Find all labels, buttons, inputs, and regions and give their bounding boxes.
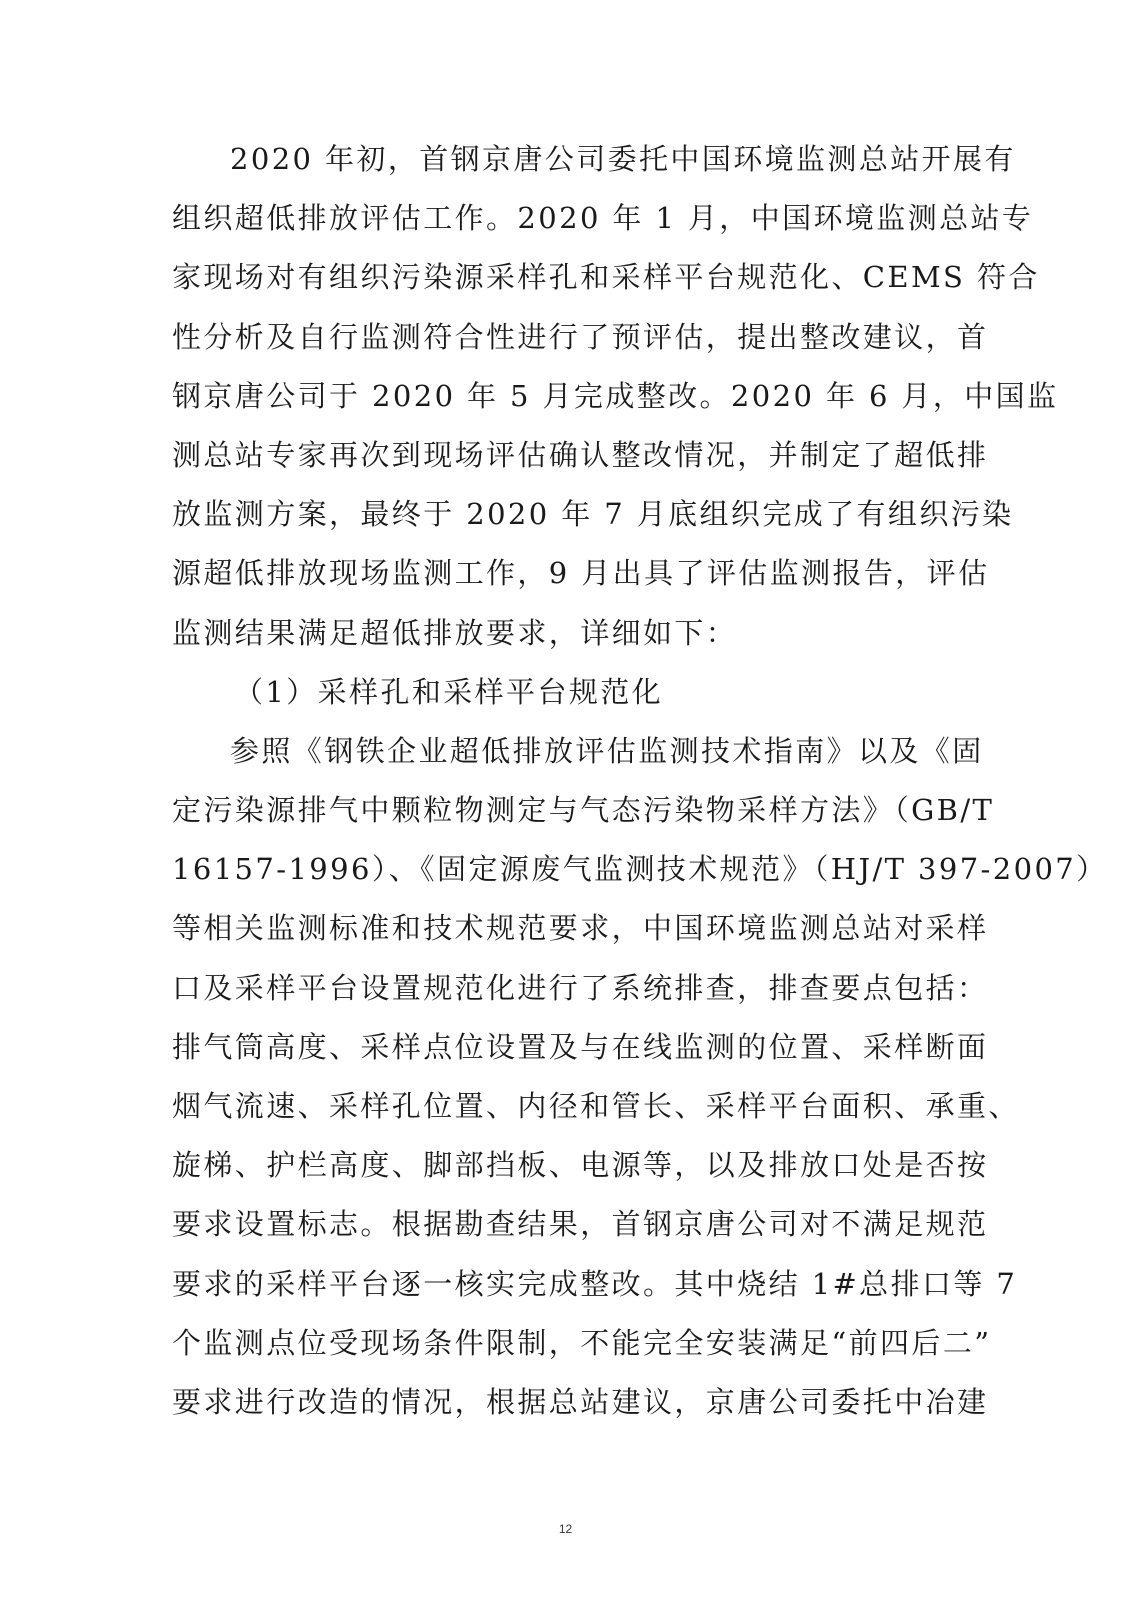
paragraph-2-line-10: 要求的采样平台逐一核实完成整改。其中烧结 1#总排口等 7 bbox=[172, 1266, 1018, 1301]
paragraph-1-line-7: 放监测方案，最终于 2020 年 7 月底组织完成了有组织污染 bbox=[172, 497, 1014, 532]
paragraph-1-line-8: 源超低排放现场监测工作，9 月出具了评估监测报告，评估 bbox=[172, 556, 990, 591]
paragraph-2-line-12: 要求进行改造的情况，根据总站建议，京唐公司委托中冶建 bbox=[172, 1384, 989, 1419]
page-number: 12 bbox=[558, 1522, 573, 1536]
document-body bbox=[172, 130, 1108, 1432]
paragraph-1-line-5: 钢京唐公司于 2020 年 5 月完成整改。2020 年 6 月，中国监 bbox=[172, 378, 1059, 413]
paragraph-2-line-9: 要求设置标志。根据勘查结果，首钢京唐公司对不满足规范 bbox=[172, 1207, 989, 1242]
paragraph-2-line-3: 16157-1996）、《固定源废气监测技术规范》（HJ/T 397-2007） bbox=[172, 852, 1108, 887]
paragraph-2-line-1: 参照《钢铁企业超低排放评估监测技术指南》以及《固 bbox=[230, 733, 984, 768]
paragraph-2-line-11: 个监测点位受现场条件限制，不能完全安装满足“前四后二” bbox=[172, 1325, 992, 1360]
paragraph-1-line-6: 测总站专家再次到现场评估确认整改情况，并制定了超低排 bbox=[172, 437, 989, 472]
paragraph-2-line-6: 排气筒高度、采样点位设置及与在线监测的位置、采样断面 bbox=[172, 1029, 989, 1064]
paragraph-2-line-4: 等相关监测标准和技术规范要求，中国环境监测总站对采样 bbox=[172, 911, 989, 946]
paragraph-1-line-4: 性分析及自行监测符合性进行了预评估，提出整改建议，首 bbox=[172, 319, 989, 354]
paragraph-1-line-2: 组织超低排放评估工作。2020 年 1 月，中国环境监测总站专 bbox=[172, 201, 1034, 236]
paragraph-1-line-3: 家现场对有组织污染源采样孔和采样平台规范化、CEMS 符合 bbox=[172, 260, 1040, 295]
paragraph-1-line-9: 监测结果满足超低排放要求，详细如下： bbox=[172, 615, 738, 650]
paragraph-2-line-7: 烟气流速、采样孔位置、内径和管长、采样平台面积、承重、 bbox=[172, 1089, 1020, 1123]
paragraph-2-line-8: 旋梯、护栏高度、脚部挡板、电源等，以及排放口处是否按 bbox=[172, 1148, 989, 1183]
paragraph-1-line-1: 2020 年初，首钢京唐公司委托中国环境监测总站开展有 bbox=[230, 142, 1016, 176]
paragraph-2-line-2: 定污染源排气中颗粒物测定与气态污染物采样方法》（GB/T bbox=[172, 793, 995, 828]
paragraph-2-line-5: 口及采样平台设置规范化进行了系统排查，排查要点包括： bbox=[172, 970, 989, 1005]
section-heading: （1）采样孔和采样平台规范化 bbox=[234, 674, 664, 709]
